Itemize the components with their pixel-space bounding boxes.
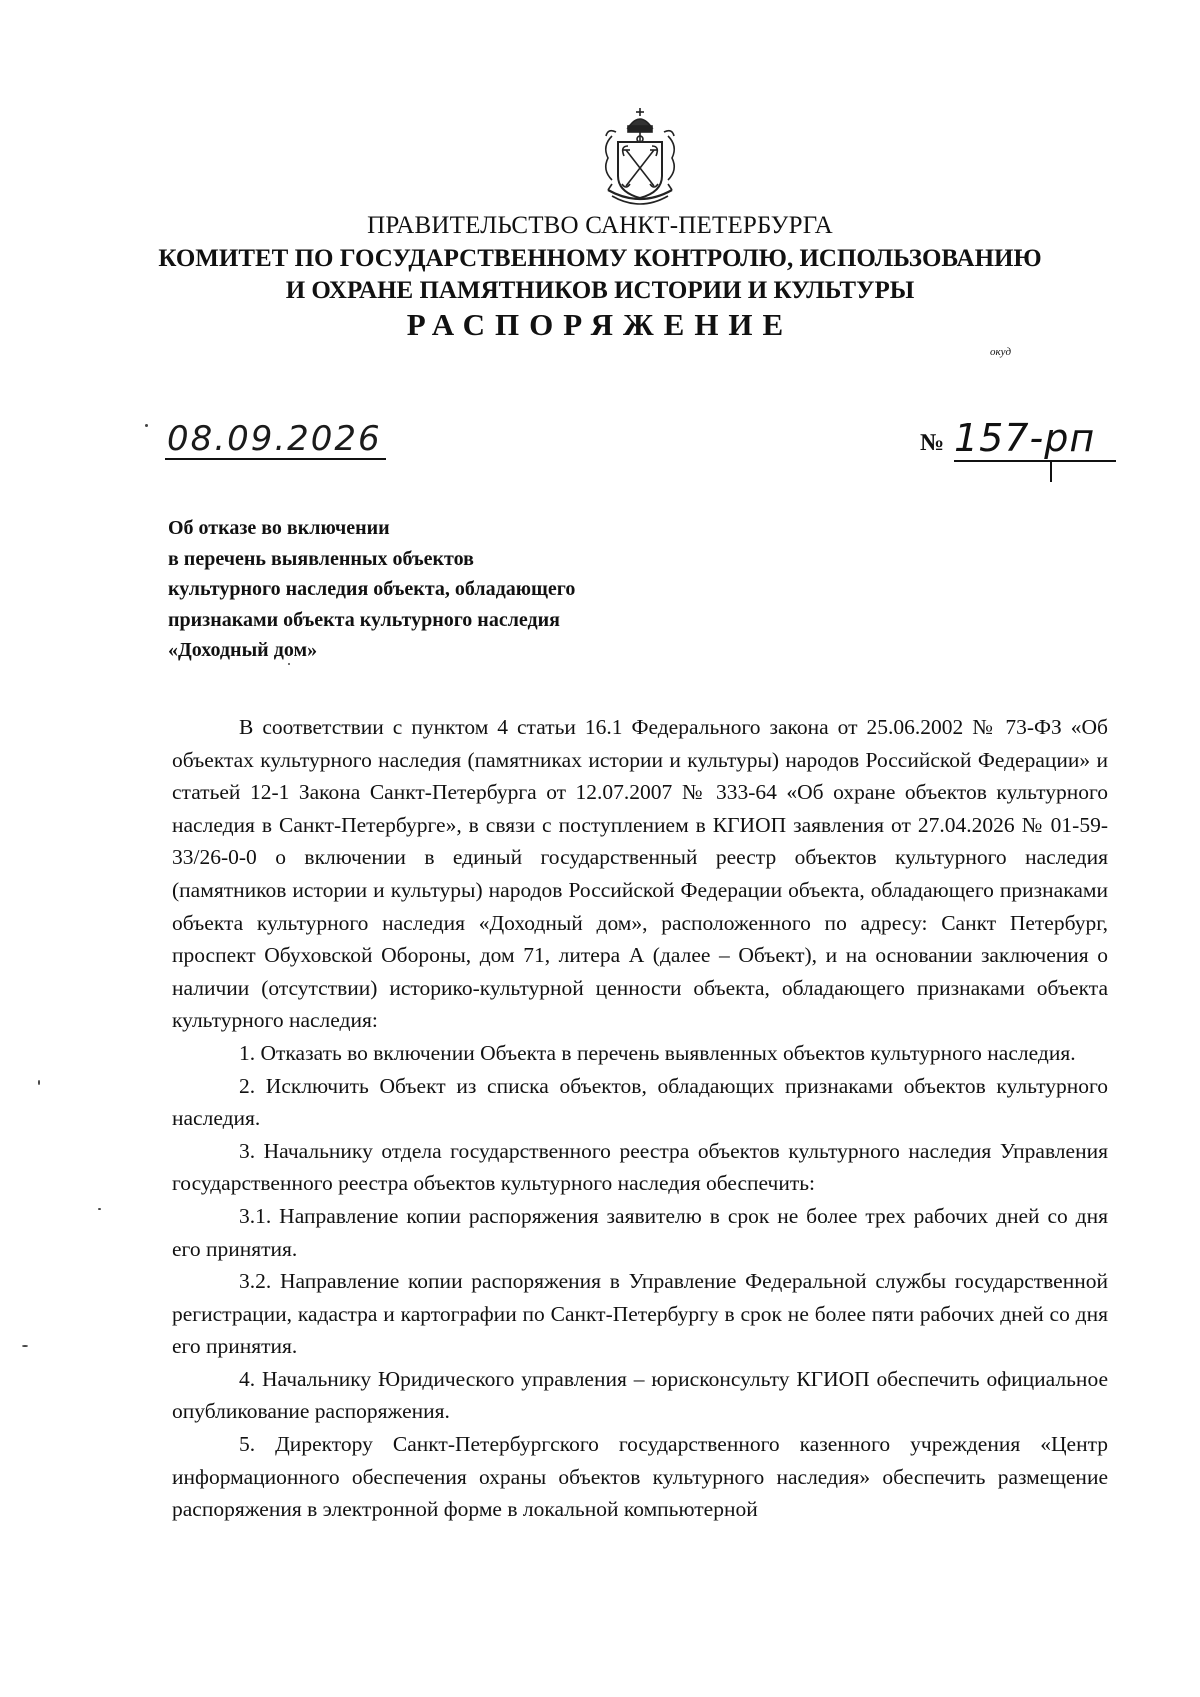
subject-line: «Доходный дом» [168,639,318,661]
scan-speck [98,1208,101,1210]
number-underline [954,460,1116,462]
clause-4: 4. Начальнику Юридического управления – юрисконсульту КГИОП обеспечить официальное опубликование распоряжения. [172,1366,1108,1424]
subject-line: в перечень выявленных объектов [168,547,474,570]
document-subject [168,513,728,666]
scan-speck [22,1345,28,1347]
scan-speck [288,663,290,665]
document-body [172,711,1108,1526]
number-stroke [1050,460,1052,482]
number-value: 157-рп [954,416,1096,460]
clause-3: 3. Начальнику отдела государственного реестра объектов культурного наследия Управления государственного реестра объектов культурного наследия обеспечить: [172,1138,1108,1196]
coat-of-arms-icon [598,106,682,212]
document-type: РАСПОРЯЖЕНИЕ [406,307,794,342]
government-title: ПРАВИТЕЛЬСТВО САНКТ-ПЕТЕРБУРГА [367,212,833,239]
clause-5: 5. Директору Санкт-Петербургского государственного казенного учреждения «Центр информационного обеспечения охраны объектов культурного наследия» обеспечить размещение распоряжения в электронной форме в локальной компьютерной [172,1432,1108,1522]
scan-speck [145,424,148,427]
okud-label: окуд [990,346,1012,358]
document-date: 08.09.2026 [165,420,386,460]
document-number [920,416,1120,476]
number-sign: № [920,430,945,456]
clause-3-2: 3.2. Направление копии распоряжения в Управление Федеральной службы государственной регистрации, кадастра и картографии по Санкт-Петербургу в срок не более пяти рабочих дней со дня его принятия. [172,1269,1108,1359]
committee-line-1: КОМИТЕТ ПО ГОСУДАРСТВЕННОМУ КОНТРОЛЮ, ИСПОЛЬЗОВАНИЮ [158,245,1042,272]
subject-line: культурного наследия объекта, обладающего [168,578,576,600]
clause-3-1: 3.1. Направление копии распоряжения заявителю в срок не более трех рабочих дней со дня его принятия. [172,1203,1108,1261]
preamble-paragraph: В соответствии с пунктом 4 статьи 16.1 Федерального закона от 25.06.2002 № 73-ФЗ «Об объектах культурного наследия (памятниках истории и культуры) народов Российской Федерации» и статьей 12-1 Закона Санкт-Петербурга от 12.07.2007 № 333-64 «Об охране объектов культурного наследия в Санкт-Петербурге», в связи с поступлением в КГИОП заявления от 27.04.2026 № 01-59-33/26-0-0 о включении в единый государственный реестр объектов культурного наследия (памятников истории и культуры) народов Российской Федерации объекта, обладающего признаками объекта культурного наследия «Доходный дом», расположенного по адресу: Санкт Петербург, проспект Обуховской Обороны, дом 71, литера А (далее – Объект), и на основании заключения о наличии (отсутствии) историко-культурной ценности объекта, обладающего признаками объекта культурного наследия: [172,715,1108,1033]
subject-line: Об отказе во включении [168,517,390,539]
subject-line: признаками объекта культурного наследия [168,608,560,631]
clause-2: 2. Исключить Объект из списка объектов, обладающих признаками объектов культурного наследия. [172,1073,1108,1131]
committee-title [0,243,1200,307]
committee-line-2: И ОХРАНЕ ПАМЯТНИКОВ ИСТОРИИ И КУЛЬТУРЫ [285,277,915,304]
scan-speck [38,1080,40,1085]
clause-1: 1. Отказать во включении Объекта в перечень выявленных объектов культурного наследия. [239,1040,1076,1065]
